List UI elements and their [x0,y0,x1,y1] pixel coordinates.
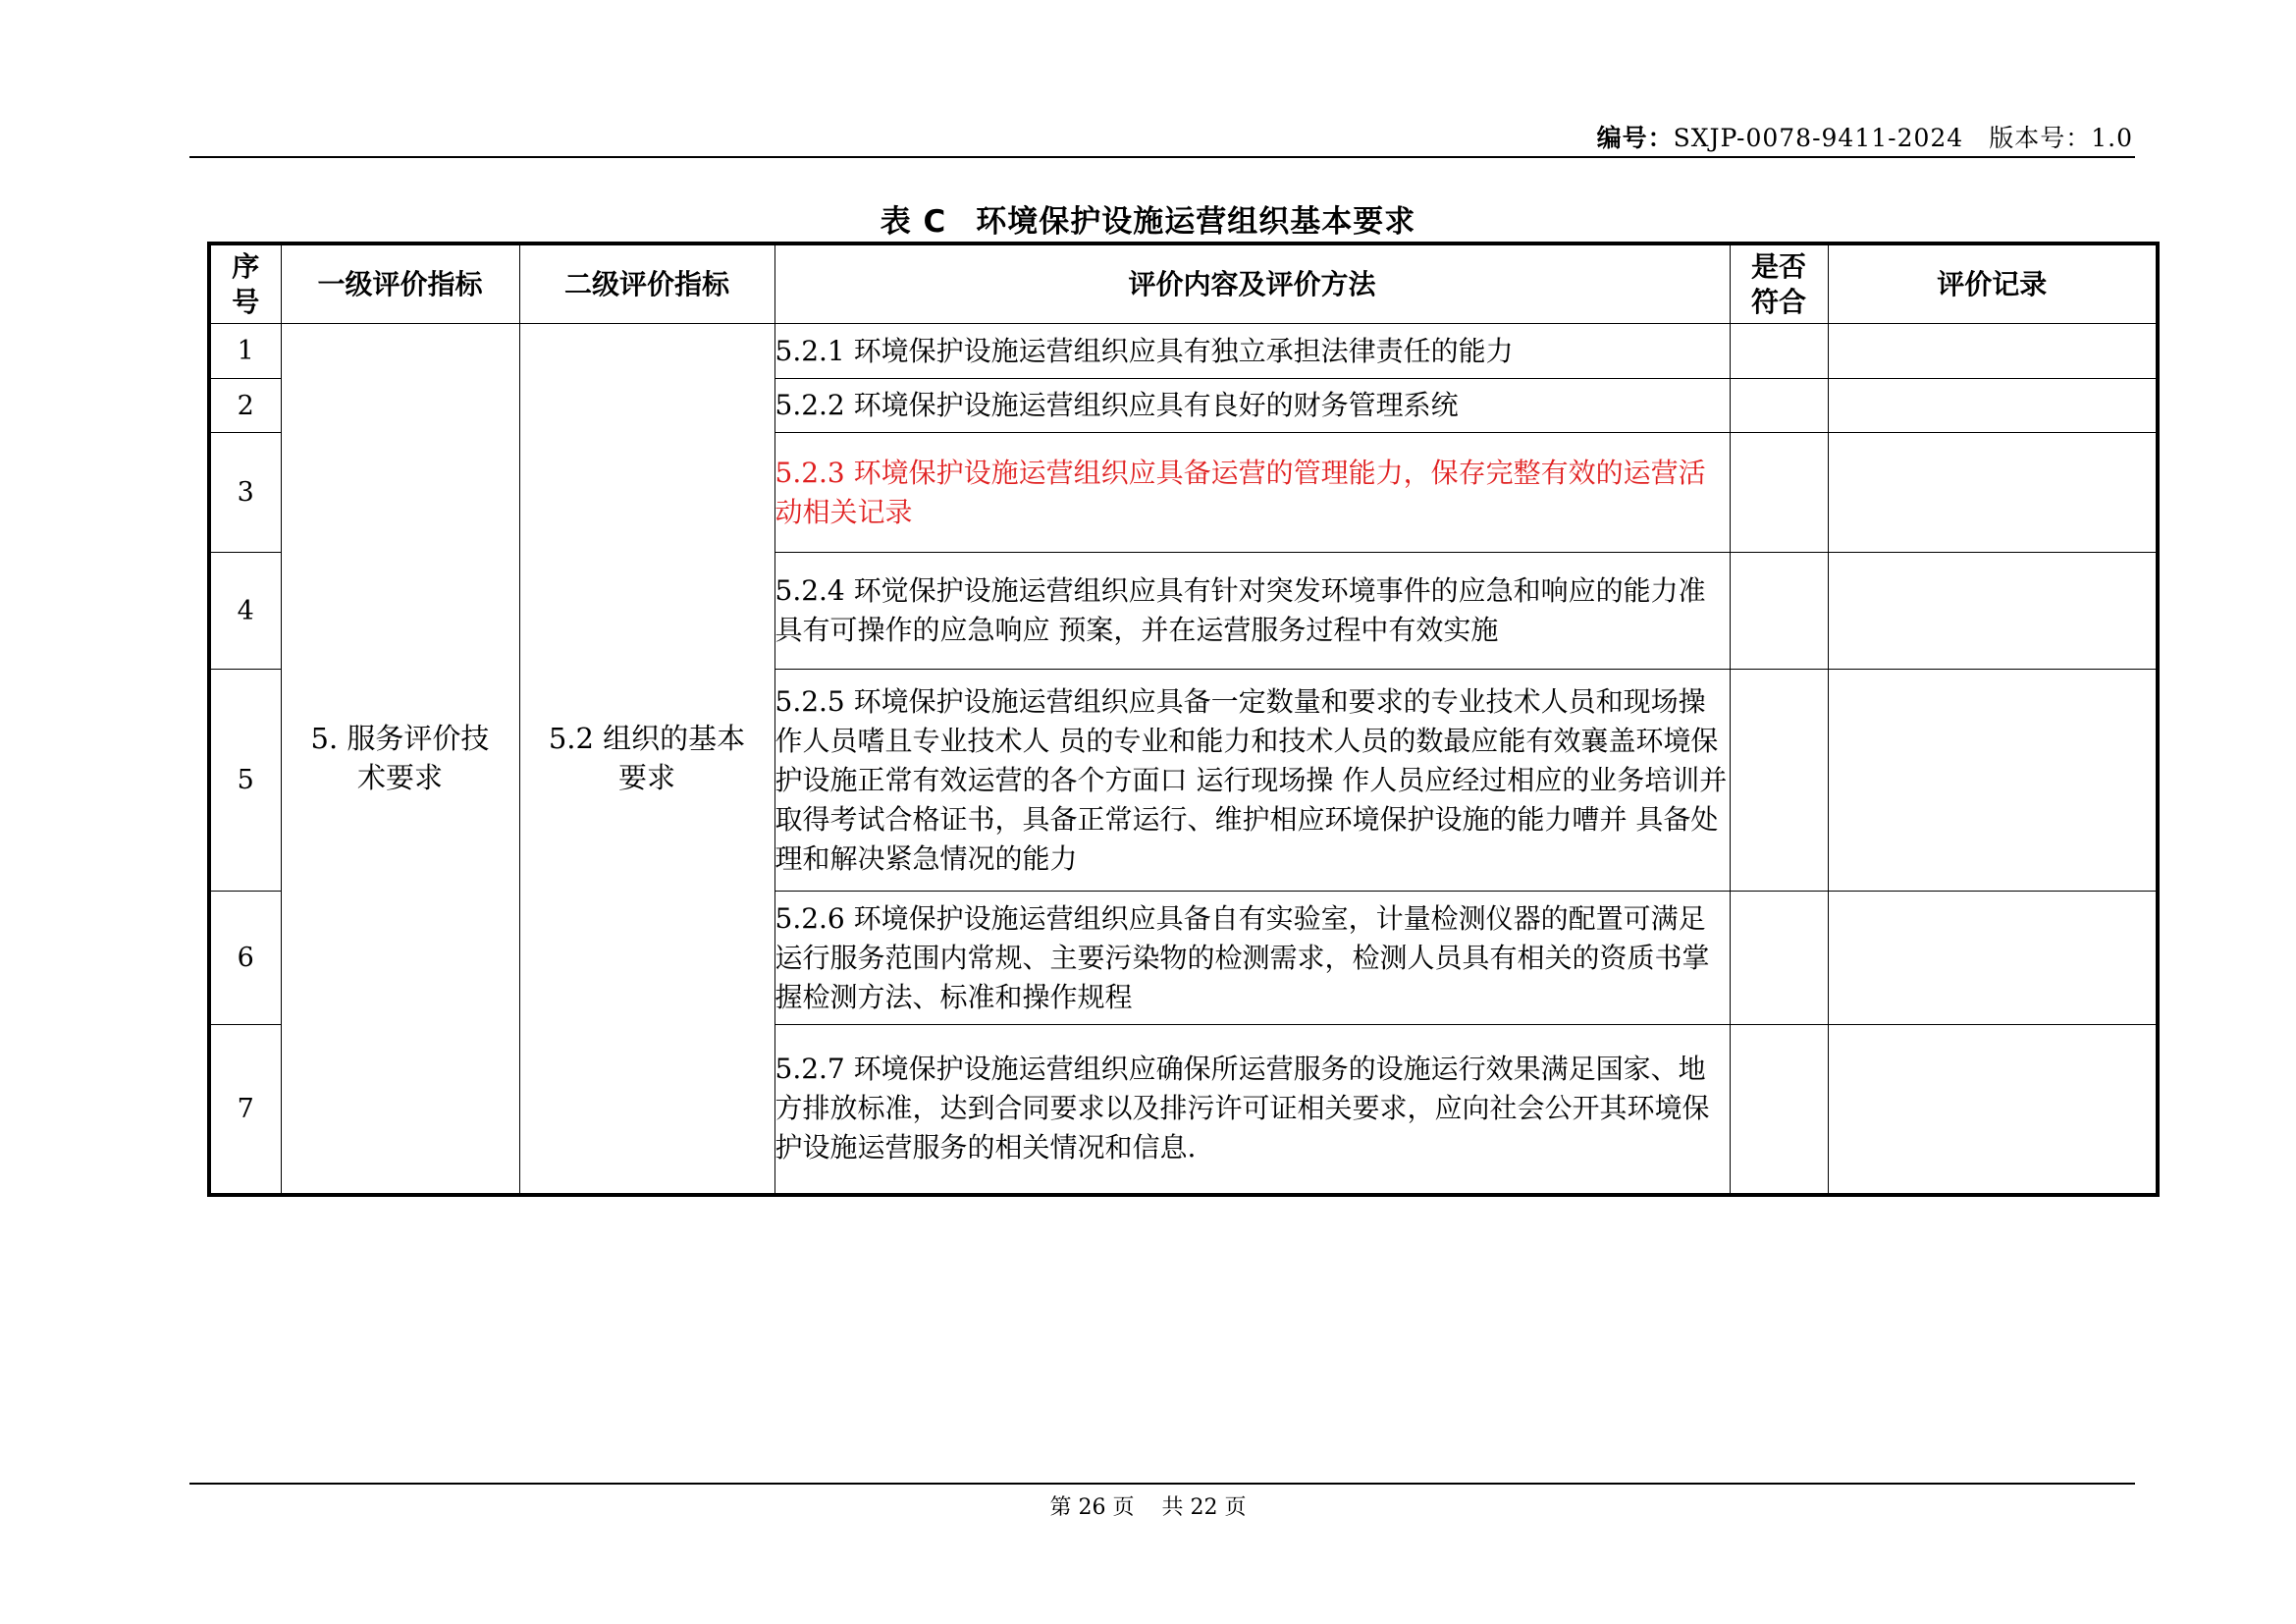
row-seq: 2 [209,379,281,433]
level1-indicator: 5. 服务评价技术要求 [281,324,519,1195]
row-content: 5.2.4 环觉保护设施运营组织应具有针对突发环境事件的应急和响应的能力准具有可操作的应急响应 预案，并在运营服务过程中有效实施 [774,553,1730,670]
table-title-text: 环境保护设施运营组织基本要求 [976,204,1416,240]
document-header [1597,119,2133,154]
column-header-record: 评价记录 [1828,244,2158,324]
column-header-level1: 一级评价指标 [281,244,519,324]
column-header-level2: 二级评价指标 [519,244,774,324]
row-content: 5.2.5 环境保护设施运营组织应具备一定数量和要求的专业技术人员和现场操作人员嗜且专业技术人 员的专业和能力和技术人员的数最应能有效襄盖环境保护设施正常有效运营的各个方面口 运行现场操 作人员应经过相应的业务培训并取得考试合格证书，具备正常运行、维护相应环境保护设施的能力嘈并 具备处理和解决紧急情况的能力 [774,670,1730,892]
page-total: 共 22 页 [1161,1495,1247,1520]
row-seq: 3 [209,433,281,553]
row-seq: 6 [209,892,281,1025]
row-seq: 4 [209,553,281,670]
column-header-seq: 序号 [209,244,281,324]
record-cell[interactable] [1828,553,2158,670]
record-cell[interactable] [1828,670,2158,892]
conform-cell[interactable] [1730,433,1828,553]
row-content: 5.2.1 环境保护设施运营组织应具有独立承担法律责任的能力 [774,324,1730,379]
table-title [0,196,2296,241]
record-cell[interactable] [1828,1025,2158,1195]
row-seq: 1 [209,324,281,379]
version-number: 1.0 [2091,124,2133,152]
header-rule [189,156,2135,158]
table-header-row [209,244,2158,324]
conform-cell[interactable] [1730,324,1828,379]
row-content: 5.2.2 环境保护设施运营组织应具有良好的财务管理系统 [774,379,1730,433]
row-content-highlighted: 5.2.3 环境保护设施运营组织应具备运营的管理能力，保存完整有效的运营活动相关记录 [774,433,1730,553]
row-content: 5.2.7 环境保护设施运营组织应确保所运营服务的设施运行效果满足国家、地方排放标准，达到合同要求以及排污许可证相关要求，应向社会公开其环境保护设施运营服务的相关情况和信息. [774,1025,1730,1195]
footer-rule [189,1483,2135,1485]
conform-cell[interactable] [1730,670,1828,892]
column-header-content: 评价内容及评价方法 [774,244,1730,324]
record-cell[interactable] [1828,379,2158,433]
number-label: 编号： [1596,124,1674,152]
row-seq: 5 [209,670,281,892]
record-cell[interactable] [1828,433,2158,553]
row-seq: 7 [209,1025,281,1195]
conform-cell[interactable] [1730,1025,1828,1195]
table-title-prefix: 表 C [880,204,947,240]
column-header-conform: 是否符合 [1730,244,1828,324]
conform-cell[interactable] [1730,892,1828,1025]
conform-cell[interactable] [1730,379,1828,433]
version-label: 版本号： [1989,124,2092,152]
evaluation-table [207,242,2160,1197]
document-number: SXJP-0078-9411-2024 [1673,124,1964,152]
page-footer [0,1490,2296,1521]
row-content: 5.2.6 环境保护设施运营组织应具备自有实验室，计量检测仪器的配置可满足运行服务范围内常规、主要污染物的检测需求，检测人员具有相关的资质书掌握检测方法、标准和操作规程 [774,892,1730,1025]
page-number: 第 26 页 [1049,1495,1135,1520]
table-row [209,324,2158,379]
conform-cell[interactable] [1730,553,1828,670]
record-cell[interactable] [1828,324,2158,379]
record-cell[interactable] [1828,892,2158,1025]
level2-indicator: 5.2 组织的基本要求 [519,324,774,1195]
